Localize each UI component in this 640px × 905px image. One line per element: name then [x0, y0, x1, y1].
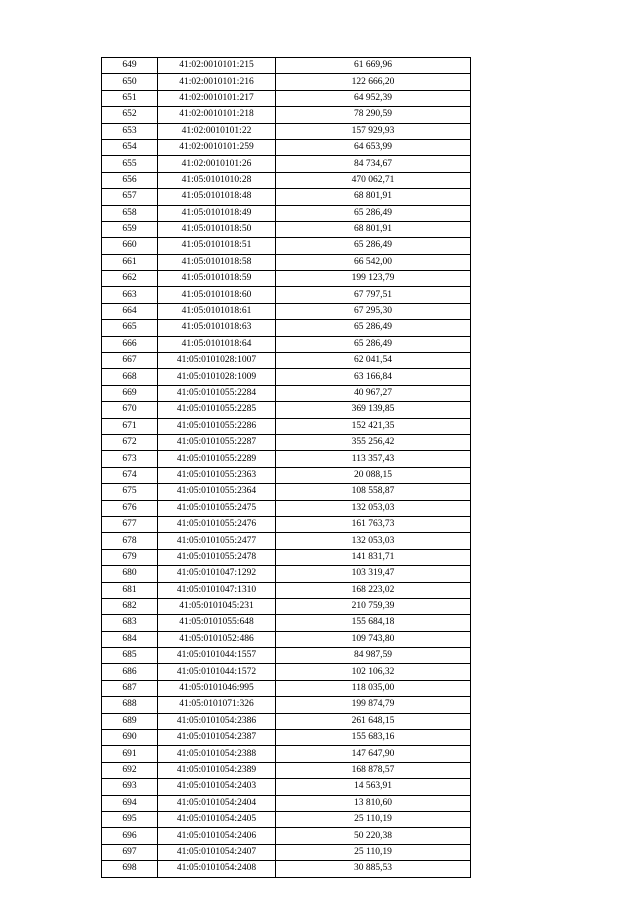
row-number-cell: 693 — [102, 779, 158, 795]
value-cell: 122 666,20 — [276, 74, 471, 90]
registry-table-body — [102, 58, 471, 878]
row-number-cell: 655 — [102, 156, 158, 172]
table-row — [102, 254, 471, 270]
table-row — [102, 172, 471, 188]
value-cell: 113 357,43 — [276, 451, 471, 467]
cadastral-number-cell: 41:05:0101055:2364 — [158, 484, 276, 500]
row-number-cell: 698 — [102, 861, 158, 877]
row-number-cell: 678 — [102, 533, 158, 549]
cadastral-number-cell: 41:02:0010101:259 — [158, 139, 276, 155]
row-number-cell: 686 — [102, 664, 158, 680]
row-number-cell: 654 — [102, 139, 158, 155]
row-number-cell: 668 — [102, 369, 158, 385]
table-row — [102, 484, 471, 500]
value-cell: 168 878,57 — [276, 762, 471, 778]
value-cell: 369 139,85 — [276, 402, 471, 418]
cadastral-number-cell: 41:05:0101054:2386 — [158, 713, 276, 729]
cadastral-number-cell: 41:05:0101010:28 — [158, 172, 276, 188]
row-number-cell: 652 — [102, 107, 158, 123]
cadastral-number-cell: 41:05:0101018:58 — [158, 254, 276, 270]
value-cell: 152 421,35 — [276, 418, 471, 434]
row-number-cell: 651 — [102, 90, 158, 106]
table-row — [102, 74, 471, 90]
table-row — [102, 238, 471, 254]
table-row — [102, 90, 471, 106]
row-number-cell: 691 — [102, 746, 158, 762]
row-number-cell: 694 — [102, 795, 158, 811]
cadastral-number-cell: 41:05:0101054:2407 — [158, 844, 276, 860]
table-row — [102, 271, 471, 287]
row-number-cell: 656 — [102, 172, 158, 188]
cadastral-number-cell: 41:05:0101054:2404 — [158, 795, 276, 811]
table-row — [102, 139, 471, 155]
cadastral-number-cell: 41:05:0101018:50 — [158, 221, 276, 237]
value-cell: 25 110,19 — [276, 844, 471, 860]
table-row — [102, 566, 471, 582]
cadastral-number-cell: 41:05:0101047:1292 — [158, 566, 276, 582]
cadastral-number-cell: 41:05:0101052:486 — [158, 631, 276, 647]
table-row — [102, 615, 471, 631]
value-cell: 261 648,15 — [276, 713, 471, 729]
cadastral-number-cell: 41:02:0010101:215 — [158, 58, 276, 74]
cadastral-number-cell: 41:05:0101054:2388 — [158, 746, 276, 762]
cadastral-number-cell: 41:05:0101018:61 — [158, 303, 276, 319]
cadastral-number-cell: 41:02:0010101:26 — [158, 156, 276, 172]
value-cell: 68 801,91 — [276, 189, 471, 205]
cadastral-number-cell: 41:05:0101018:49 — [158, 205, 276, 221]
cadastral-number-cell: 41:05:0101046:995 — [158, 680, 276, 696]
table-row — [102, 58, 471, 74]
cadastral-number-cell: 41:05:0101055:2286 — [158, 418, 276, 434]
row-number-cell: 675 — [102, 484, 158, 500]
cadastral-number-cell: 41:05:0101018:48 — [158, 189, 276, 205]
table-row — [102, 861, 471, 877]
cadastral-number-cell: 41:05:0101054:2408 — [158, 861, 276, 877]
cadastral-number-cell: 41:05:0101018:64 — [158, 336, 276, 352]
cadastral-number-cell: 41:05:0101055:2289 — [158, 451, 276, 467]
value-cell: 61 669,96 — [276, 58, 471, 74]
row-number-cell: 665 — [102, 320, 158, 336]
value-cell: 210 759,39 — [276, 598, 471, 614]
cadastral-number-cell: 41:05:0101055:2476 — [158, 516, 276, 532]
row-number-cell: 692 — [102, 762, 158, 778]
table-row — [102, 500, 471, 516]
value-cell: 68 801,91 — [276, 221, 471, 237]
row-number-cell: 659 — [102, 221, 158, 237]
row-number-cell: 672 — [102, 434, 158, 450]
table-row — [102, 713, 471, 729]
value-cell: 141 831,71 — [276, 549, 471, 565]
value-cell: 199 874,79 — [276, 697, 471, 713]
table-row — [102, 156, 471, 172]
value-cell: 109 743,80 — [276, 631, 471, 647]
cadastral-number-cell: 41:05:0101055:2478 — [158, 549, 276, 565]
cadastral-number-cell: 41:05:0101055:2475 — [158, 500, 276, 516]
table-row — [102, 697, 471, 713]
row-number-cell: 676 — [102, 500, 158, 516]
row-number-cell: 671 — [102, 418, 158, 434]
value-cell: 355 256,42 — [276, 434, 471, 450]
cadastral-number-cell: 41:05:0101054:2403 — [158, 779, 276, 795]
row-number-cell: 680 — [102, 566, 158, 582]
cadastral-number-cell: 41:05:0101054:2387 — [158, 730, 276, 746]
table-row — [102, 123, 471, 139]
cadastral-number-cell: 41:02:0010101:218 — [158, 107, 276, 123]
registry-table — [101, 57, 471, 878]
table-row — [102, 680, 471, 696]
row-number-cell: 687 — [102, 680, 158, 696]
cadastral-number-cell: 41:05:0101018:63 — [158, 320, 276, 336]
cadastral-number-cell: 41:05:0101044:1557 — [158, 648, 276, 664]
table-row — [102, 451, 471, 467]
value-cell: 66 542,00 — [276, 254, 471, 270]
value-cell: 63 166,84 — [276, 369, 471, 385]
table-row — [102, 434, 471, 450]
table-row — [102, 287, 471, 303]
row-number-cell: 695 — [102, 811, 158, 827]
cadastral-number-cell: 41:02:0010101:22 — [158, 123, 276, 139]
row-number-cell: 657 — [102, 189, 158, 205]
row-number-cell: 674 — [102, 467, 158, 483]
value-cell: 40 967,27 — [276, 385, 471, 401]
row-number-cell: 688 — [102, 697, 158, 713]
table-row — [102, 303, 471, 319]
cadastral-number-cell: 41:05:0101047:1310 — [158, 582, 276, 598]
value-cell: 470 062,71 — [276, 172, 471, 188]
cadastral-number-cell: 41:05:0101055:2287 — [158, 434, 276, 450]
row-number-cell: 683 — [102, 615, 158, 631]
row-number-cell: 684 — [102, 631, 158, 647]
row-number-cell: 681 — [102, 582, 158, 598]
row-number-cell: 669 — [102, 385, 158, 401]
row-number-cell: 685 — [102, 648, 158, 664]
row-number-cell: 690 — [102, 730, 158, 746]
cadastral-number-cell: 41:05:0101071:326 — [158, 697, 276, 713]
value-cell: 20 088,15 — [276, 467, 471, 483]
value-cell: 147 647,90 — [276, 746, 471, 762]
cadastral-number-cell: 41:05:0101055:2284 — [158, 385, 276, 401]
table-row — [102, 533, 471, 549]
value-cell: 65 286,49 — [276, 336, 471, 352]
row-number-cell: 666 — [102, 336, 158, 352]
table-row — [102, 221, 471, 237]
value-cell: 168 223,02 — [276, 582, 471, 598]
cadastral-number-cell: 41:05:0101044:1572 — [158, 664, 276, 680]
value-cell: 65 286,49 — [276, 205, 471, 221]
row-number-cell: 696 — [102, 828, 158, 844]
table-row — [102, 795, 471, 811]
table-row — [102, 631, 471, 647]
cadastral-number-cell: 41:05:0101028:1009 — [158, 369, 276, 385]
table-row — [102, 664, 471, 680]
cadastral-number-cell: 41:05:0101054:2389 — [158, 762, 276, 778]
row-number-cell: 660 — [102, 238, 158, 254]
table-row — [102, 762, 471, 778]
table-row — [102, 746, 471, 762]
table-row — [102, 549, 471, 565]
value-cell: 25 110,19 — [276, 811, 471, 827]
cadastral-number-cell: 41:05:0101055:648 — [158, 615, 276, 631]
cadastral-number-cell: 41:05:0101054:2405 — [158, 811, 276, 827]
table-row — [102, 205, 471, 221]
table-row — [102, 353, 471, 369]
row-number-cell: 650 — [102, 74, 158, 90]
row-number-cell: 649 — [102, 58, 158, 74]
value-cell: 13 810,60 — [276, 795, 471, 811]
value-cell: 102 106,32 — [276, 664, 471, 680]
row-number-cell: 670 — [102, 402, 158, 418]
row-number-cell: 653 — [102, 123, 158, 139]
value-cell: 50 220,38 — [276, 828, 471, 844]
value-cell: 103 319,47 — [276, 566, 471, 582]
table-row — [102, 369, 471, 385]
row-number-cell: 667 — [102, 353, 158, 369]
cadastral-number-cell: 41:05:0101018:59 — [158, 271, 276, 287]
table-row — [102, 402, 471, 418]
row-number-cell: 664 — [102, 303, 158, 319]
table-row — [102, 418, 471, 434]
table-row — [102, 648, 471, 664]
value-cell: 84 987,59 — [276, 648, 471, 664]
table-row — [102, 811, 471, 827]
value-cell: 64 653,99 — [276, 139, 471, 155]
row-number-cell: 662 — [102, 271, 158, 287]
value-cell: 132 053,03 — [276, 533, 471, 549]
value-cell: 67 797,51 — [276, 287, 471, 303]
table-row — [102, 467, 471, 483]
row-number-cell: 663 — [102, 287, 158, 303]
value-cell: 108 558,87 — [276, 484, 471, 500]
row-number-cell: 677 — [102, 516, 158, 532]
value-cell: 65 286,49 — [276, 238, 471, 254]
value-cell: 157 929,93 — [276, 123, 471, 139]
row-number-cell: 673 — [102, 451, 158, 467]
row-number-cell: 697 — [102, 844, 158, 860]
row-number-cell: 661 — [102, 254, 158, 270]
value-cell: 67 295,30 — [276, 303, 471, 319]
cadastral-number-cell: 41:05:0101055:2285 — [158, 402, 276, 418]
value-cell: 132 053,03 — [276, 500, 471, 516]
value-cell: 65 286,49 — [276, 320, 471, 336]
row-number-cell: 689 — [102, 713, 158, 729]
value-cell: 30 885,53 — [276, 861, 471, 877]
table-row — [102, 189, 471, 205]
table-row — [102, 385, 471, 401]
table-row — [102, 779, 471, 795]
value-cell: 64 952,39 — [276, 90, 471, 106]
table-row — [102, 582, 471, 598]
row-number-cell: 682 — [102, 598, 158, 614]
table-row — [102, 107, 471, 123]
cadastral-number-cell: 41:05:0101054:2406 — [158, 828, 276, 844]
value-cell: 62 041,54 — [276, 353, 471, 369]
cadastral-number-cell: 41:05:0101018:51 — [158, 238, 276, 254]
cadastral-number-cell: 41:02:0010101:217 — [158, 90, 276, 106]
row-number-cell: 679 — [102, 549, 158, 565]
cadastral-number-cell: 41:05:0101028:1007 — [158, 353, 276, 369]
value-cell: 118 035,00 — [276, 680, 471, 696]
value-cell: 155 683,16 — [276, 730, 471, 746]
table-row — [102, 598, 471, 614]
row-number-cell: 658 — [102, 205, 158, 221]
table-row — [102, 336, 471, 352]
value-cell: 199 123,79 — [276, 271, 471, 287]
table-row — [102, 844, 471, 860]
cadastral-number-cell: 41:05:0101055:2477 — [158, 533, 276, 549]
value-cell: 155 684,18 — [276, 615, 471, 631]
table-row — [102, 320, 471, 336]
table-row — [102, 730, 471, 746]
table-row — [102, 828, 471, 844]
table-row — [102, 516, 471, 532]
value-cell: 161 763,73 — [276, 516, 471, 532]
cadastral-number-cell: 41:02:0010101:216 — [158, 74, 276, 90]
cadastral-number-cell: 41:05:0101018:60 — [158, 287, 276, 303]
value-cell: 84 734,67 — [276, 156, 471, 172]
cadastral-number-cell: 41:05:0101055:2363 — [158, 467, 276, 483]
cadastral-number-cell: 41:05:0101045:231 — [158, 598, 276, 614]
value-cell: 14 563,91 — [276, 779, 471, 795]
value-cell: 78 290,59 — [276, 107, 471, 123]
